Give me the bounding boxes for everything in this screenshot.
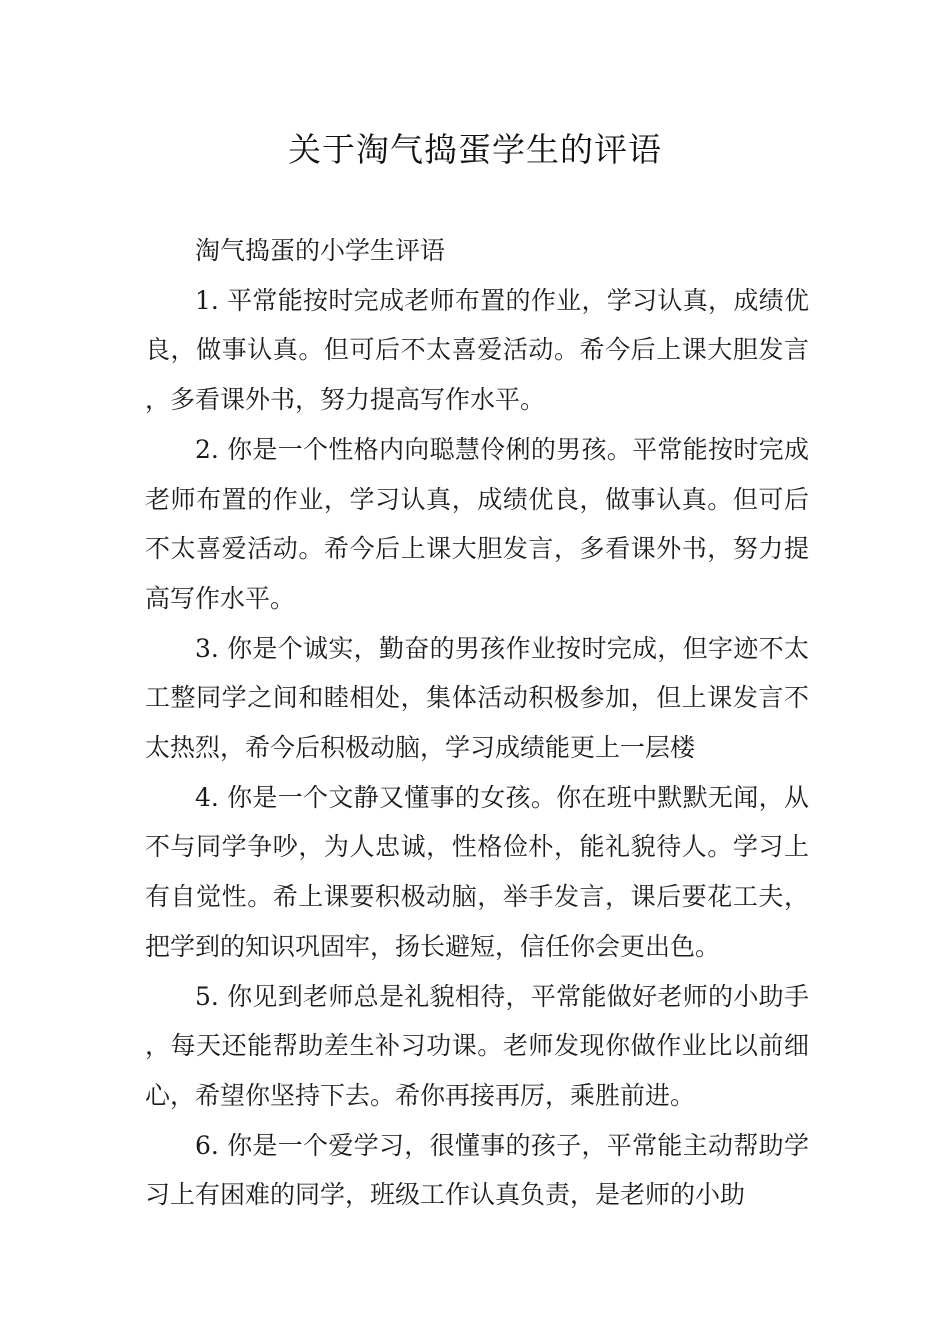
section-subtitle: 淘气捣蛋的小学生评语 [195,236,446,265]
comment-paragraph-5: 5. 你见到老师总是礼貌相待，平常能做好老师的小助手，每天还能帮助差生补习功课。老师发现你做作业比以前细心，希望你坚持下去。希你再接再厉，乘胜前进。 [145,981,809,1110]
comment-paragraph-6: 6. 你是一个爱学习，很懂事的孩子，平常能主动帮助学习上有困难的同学，班级工作认真负责，是老师的小助 [145,1130,809,1210]
comment-paragraph-3: 3. 你是个诚实，勤奋的男孩作业按时完成，但字迹不太工整同学之间和睦相处，集体活动积极参加，但上课发言不太热烈，希今后积极动脑，学习成绩能更上一层楼 [145,633,809,763]
document-title: 关于淘气捣蛋学生的评语 [288,130,662,169]
document-body [145,226,809,1220]
comment-paragraph-2: 2. 你是一个性格内向聪慧伶俐的男孩。平常能按时完成老师布置的作业，学习认真，成绩优良，做事认真。但可后不太喜爱活动。希今后上课大胆发言，多看课外书，努力提高写作水平。 [145,434,809,613]
comment-paragraph-1: 1. 平常能按时完成老师布置的作业，学习认真，成绩优良，做事认真。但可后不太喜爱活动。希今后上课大胆发言，多看课外书，努力提高写作水平。 [145,285,809,415]
comment-paragraph-4: 4. 你是一个文静又懂事的女孩。你在班中默默无闻，从不与同学争吵，为人忠诚，性格俭朴，能礼貌待人。学习上有自觉性。希上课要积极动脑，举手发言，课后要花工夫，把学到的知识巩固牢，扬长避短，信任你会更出色。 [145,782,809,961]
